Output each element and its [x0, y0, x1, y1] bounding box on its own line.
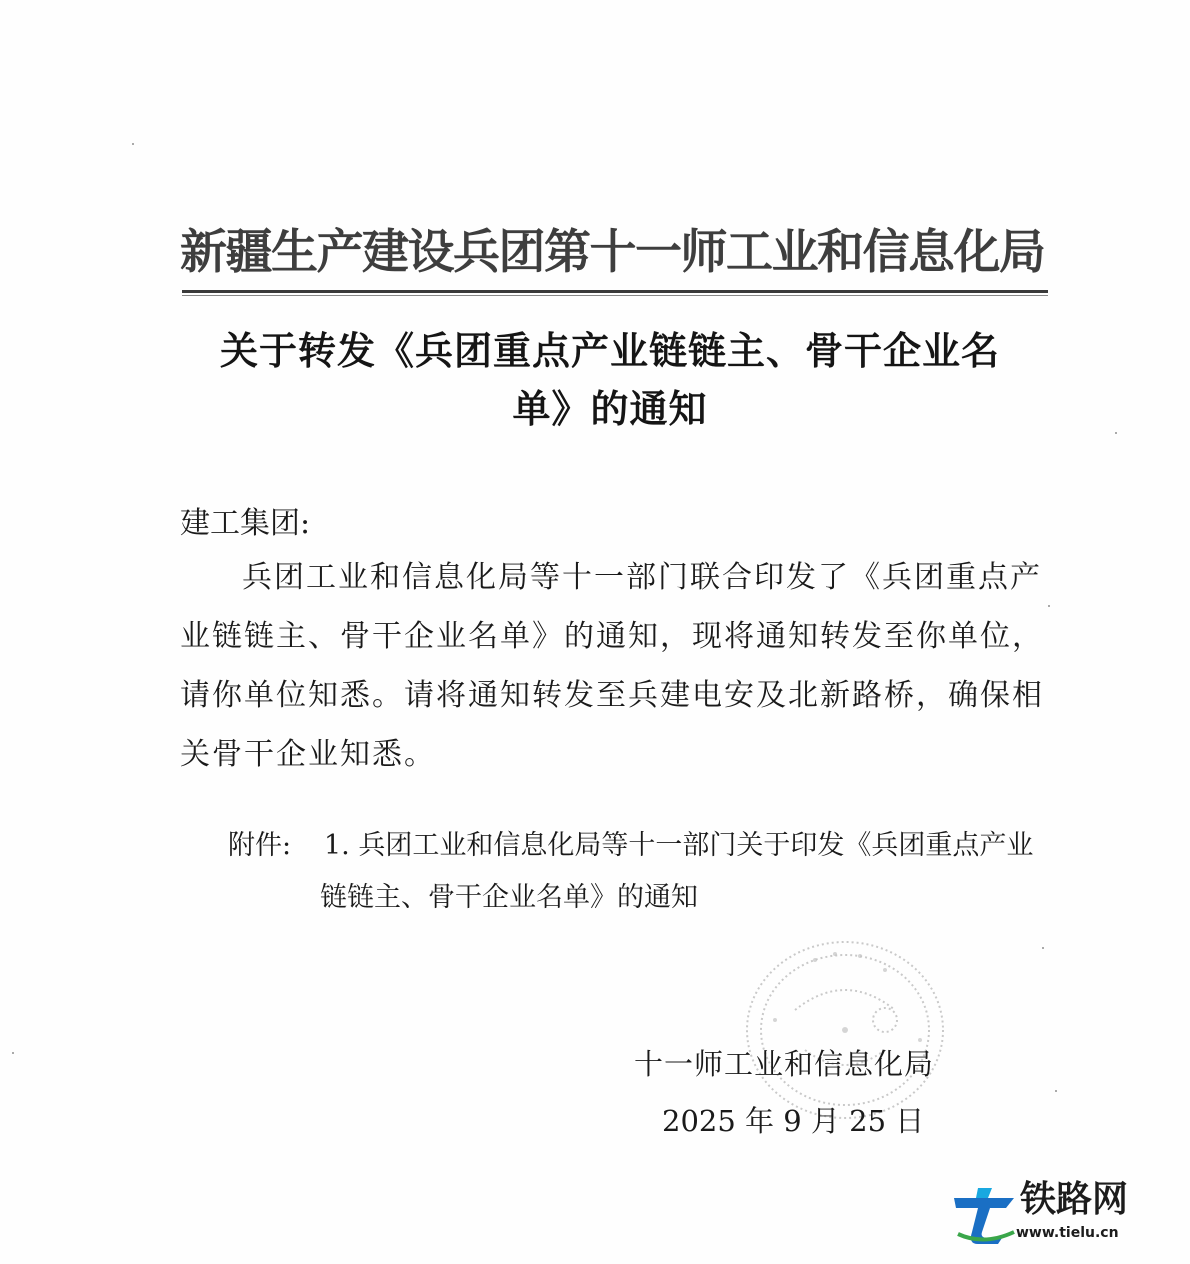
body-line: 请你单位知悉。请将通知转发至兵建电安及北新路桥，确保相	[180, 678, 1044, 713]
body-line: 兵团工业和信息化局等十一部门联合印发了《兵团重点产	[242, 560, 1042, 595]
document-title-line: 单》的通知	[512, 387, 708, 431]
scan-speck	[132, 143, 134, 145]
scan-speck	[1115, 432, 1117, 434]
header-divider	[182, 290, 1048, 293]
header-divider-thin	[182, 295, 1048, 296]
signer-organization: 十一师工业和信息化局	[634, 1047, 935, 1081]
watermark-site-name: 铁路网	[1020, 1179, 1129, 1220]
scan-speck	[12, 1052, 14, 1054]
scan-speck	[1048, 605, 1050, 607]
scan-speck	[1042, 947, 1044, 949]
body-line: 关骨干企业知悉。	[180, 737, 436, 772]
salutation: 建工集团:	[180, 506, 311, 541]
issuing-organization-header: 新疆生产建设兵团第十一师工业和信息化局	[180, 225, 1045, 280]
tielu-logo-icon	[948, 1176, 1020, 1248]
document-title-line: 关于转发《兵团重点产业链链主、骨干企业名	[219, 329, 1000, 373]
attachment-item-line: 链链主、骨干企业名单》的通知	[320, 882, 698, 913]
body-line: 业链链主、骨干企业名单》的通知，现将通知转发至你单位，	[180, 619, 1044, 654]
document-title	[180, 322, 1040, 438]
attachment-section	[228, 820, 1048, 924]
scan-speck	[1055, 1090, 1057, 1092]
watermark-site-url: www.tielu.cn	[1016, 1225, 1119, 1241]
attachment-label: 附件:	[228, 830, 292, 861]
body-paragraph	[180, 548, 1044, 784]
site-watermark	[948, 1176, 1158, 1250]
attachment-item-line: 1. 兵团工业和信息化局等十一部门关于印发《兵团重点产业	[324, 830, 1034, 861]
issue-date: 2025 年 9 月 25 日	[662, 1104, 925, 1138]
